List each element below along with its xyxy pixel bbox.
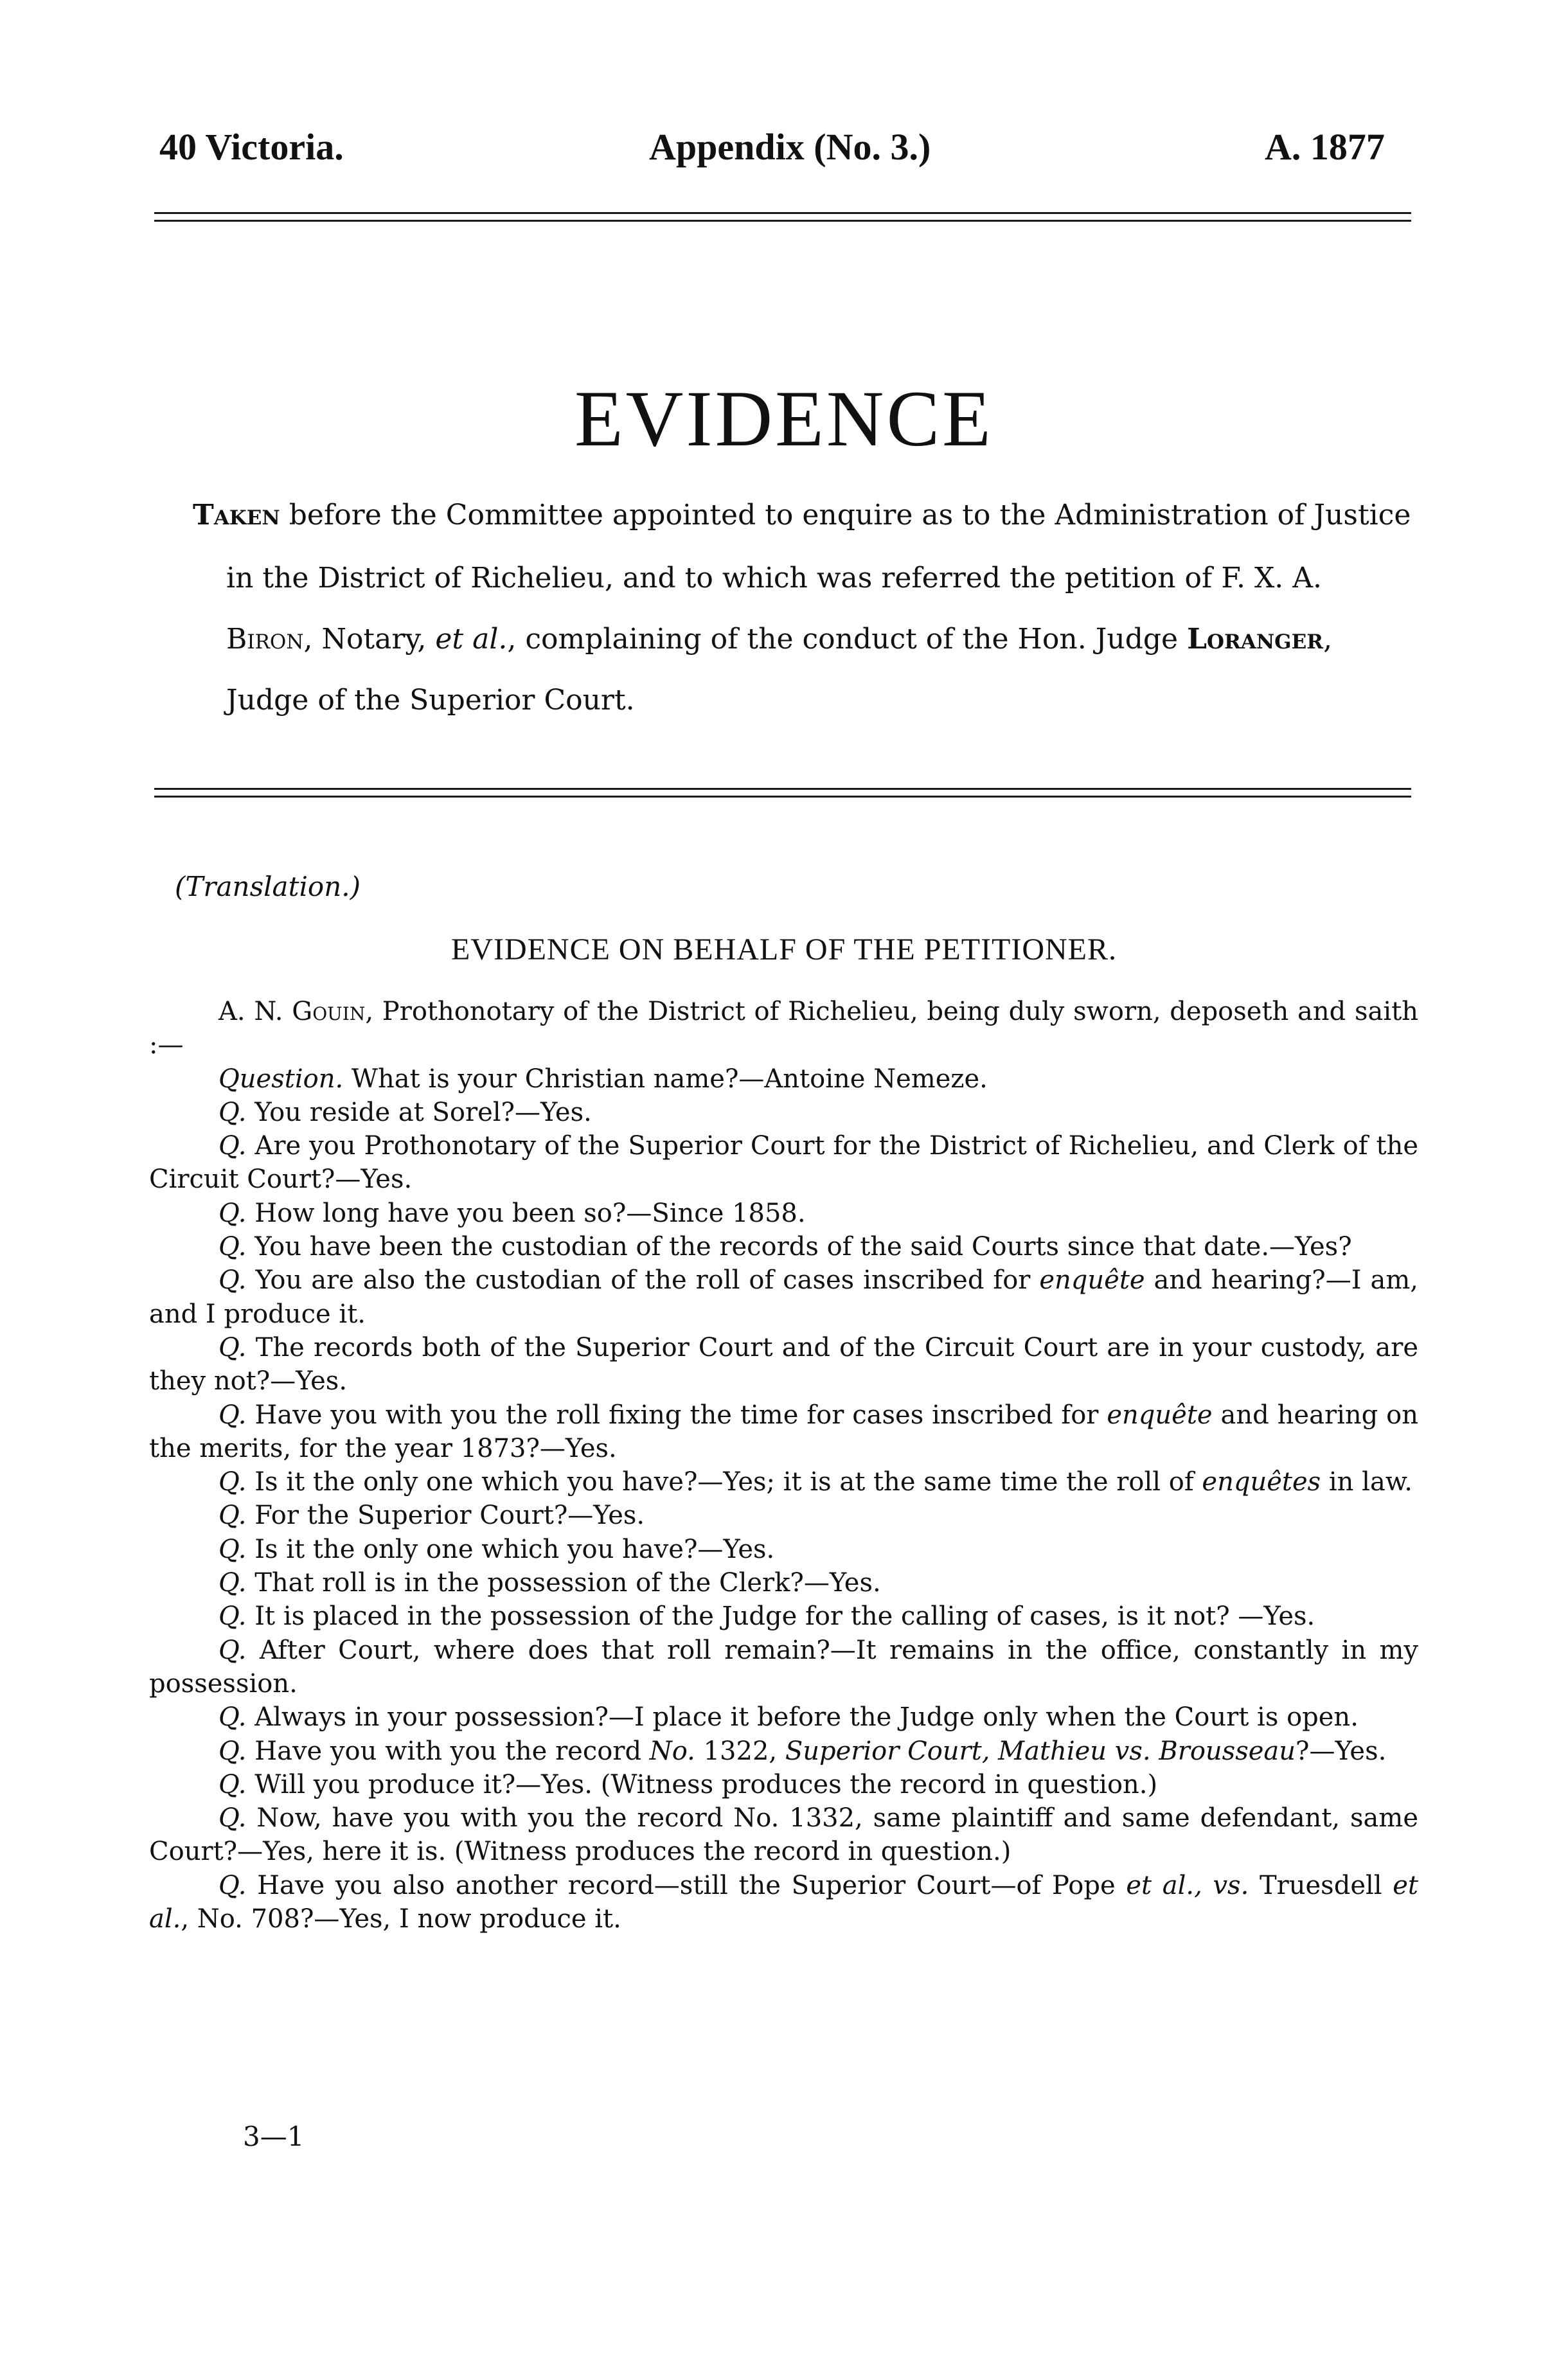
question-label: Q. (218, 1097, 247, 1127)
question-text: Are you Prothonotary of the Superior Court for the District of Richelieu, and Clerk of the Circuit Court?—Yes. (149, 1131, 1418, 1195)
paragraph-question (149, 1735, 1418, 1768)
paragraph-question (149, 1634, 1418, 1701)
oath-text: , Prothonotary of the District of Richelieu, being duly sworn, deposeth and saith :— (149, 997, 1418, 1060)
question-label: Q. (218, 1467, 247, 1497)
question-text: Have you with you the roll fixing the time for cases inscribed for (246, 1400, 1107, 1430)
intro-line-1 (193, 501, 1411, 530)
question-italic: et al. (149, 1870, 1418, 1934)
intro-line-2: in the District of Richelieu, and to which was referred the petition of F. X. A. (226, 562, 1323, 594)
question-text: You reside at Sorel?—Yes. (246, 1097, 592, 1127)
section-rule-bottom (154, 796, 1411, 798)
paragraph-oath (149, 995, 1418, 1062)
question-italic: Superior Court, Mathieu vs. Brousseau (785, 1736, 1296, 1766)
question-label: Q. (218, 1635, 247, 1665)
question-label: Q. (218, 1232, 247, 1262)
question-label: Q. (218, 1131, 247, 1161)
question-text: Have you with you the record (246, 1736, 650, 1766)
question-text: in law. (1321, 1467, 1413, 1497)
question-text: , No. 708?—Yes, I now produce it. (181, 1904, 621, 1934)
question-text: Truesdell (1249, 1870, 1393, 1900)
paragraph-question (149, 1197, 1418, 1230)
intro-et-al: et al. (435, 623, 508, 656)
intro-loranger: Loranger (1187, 623, 1324, 656)
question-italic: enquête (1107, 1400, 1213, 1430)
question-text: Always in your possession?—I place it before the Judge only when the Court is open. (246, 1702, 1359, 1733)
question-text: What is your Christian name?—Antoine Nemeze. (343, 1064, 988, 1094)
question-italic: et al., vs. (1126, 1870, 1249, 1900)
question-label: Q. (218, 1736, 247, 1766)
question-italic: No. (649, 1736, 695, 1766)
header-year: A. 1877 (1265, 126, 1385, 168)
section-rule-top (154, 788, 1411, 790)
question-text: After Court, where does that roll remain?—It remains in the office, constantly in my possession. (149, 1635, 1418, 1699)
question-label: Q. (218, 1702, 247, 1733)
paragraph-question (149, 1062, 1418, 1096)
paragraph-question (149, 1230, 1418, 1263)
question-text: You have been the custodian of the records of the said Courts since that date.—Yes? (246, 1232, 1352, 1262)
question-text: You are also the custodian of the roll of cases inscribed for (246, 1265, 1040, 1296)
question-text: 1322, (695, 1736, 785, 1766)
paragraph-question (149, 1465, 1418, 1499)
question-label: Q. (218, 1400, 247, 1430)
question-label: Q. (218, 1534, 247, 1564)
testimony-body (149, 995, 1418, 1936)
question-text: Is it the only one which you have?—Yes; it is at the same time the roll of (246, 1467, 1202, 1497)
intro-line-3 (226, 625, 1332, 654)
intro-text-1: before the Committee appointed to enquire as to the Administration of Justice (289, 499, 1411, 531)
intro-complaining: , complaining of the conduct of the Hon. Judge (507, 623, 1179, 656)
intro-notary: , Notary, (303, 623, 427, 656)
question-text: Will you produce it?—Yes. (Witness produces the record in question.) (246, 1769, 1158, 1799)
paragraph-question (149, 1331, 1418, 1398)
paragraph-question (149, 1700, 1418, 1734)
paragraph-question (149, 1129, 1418, 1197)
question-text: and hearing?—I am, and I produce it. (149, 1265, 1418, 1329)
question-label: Q. (218, 1870, 247, 1900)
question-italic: enquêtes (1202, 1467, 1321, 1497)
paragraph-question (149, 1801, 1418, 1869)
paragraph-question (149, 1600, 1418, 1633)
paragraph-question (149, 1768, 1418, 1801)
question-text: That roll is in the possession of the Clerk?—Yes. (246, 1568, 881, 1598)
witness-name: Gouin (292, 997, 366, 1026)
question-text: Now, have you with you the record No. 1332, same plaintiff and same defendant, same Court?—Yes, here it is. (Witness produces the record in question.) (149, 1803, 1418, 1867)
question-text: and hearing on the merits, for the year 1873?—Yes. (149, 1400, 1419, 1463)
intro-line-4: Judge of the Superior Court. (226, 684, 635, 717)
page-title: EVIDENCE (575, 375, 993, 463)
paragraph-question (149, 1398, 1418, 1466)
header-rule-bottom (154, 220, 1411, 222)
question-italic: enquête (1039, 1265, 1145, 1296)
question-label: Question. (218, 1064, 344, 1094)
paragraph-question (149, 1869, 1418, 1936)
paragraph-question (149, 1533, 1418, 1566)
paragraph-question (149, 1566, 1418, 1600)
question-text: It is placed in the possession of the Judge for the calling of cases, is it not? —Yes. (246, 1602, 1315, 1632)
question-label: Q. (218, 1602, 247, 1632)
question-label: Q. (218, 1198, 247, 1228)
header-appendix: Appendix (No. 3.) (649, 126, 931, 168)
header-session: 40 Victoria. (159, 126, 344, 168)
question-label: Q. (218, 1265, 247, 1296)
question-text: The records both of the Superior Court and of the Circuit Court are in your custody, are they not?—Yes. (149, 1332, 1418, 1397)
intro-comma: , (1323, 623, 1333, 656)
question-text: Have you also another record—still the Superior Court—of Pope (246, 1870, 1127, 1900)
paragraph-question (149, 1263, 1418, 1331)
translation-note: (Translation.) (175, 871, 361, 902)
question-text: ?—Yes. (1296, 1736, 1387, 1766)
question-label: Q. (218, 1568, 247, 1598)
question-label: Q. (218, 1769, 247, 1799)
header-rule-top (154, 212, 1411, 214)
question-label: Q. (218, 1803, 247, 1834)
paragraph-question (149, 1096, 1418, 1129)
question-text: How long have you been so?—Since 1858. (246, 1198, 806, 1228)
question-text: Is it the only one which you have?—Yes. (246, 1534, 775, 1564)
paragraph-question (149, 1499, 1418, 1532)
question-label: Q. (218, 1332, 247, 1362)
question-label: Q. (218, 1501, 247, 1531)
witness-initials: A. N. (218, 997, 283, 1026)
intro-taken: Taken (193, 499, 280, 531)
page-signature: 3—1 (243, 2121, 305, 2152)
question-text: For the Superior Court?—Yes. (246, 1501, 645, 1531)
section-heading: EVIDENCE ON BEHALF OF THE PETITIONER. (450, 933, 1118, 967)
intro-biron: Biron (226, 623, 304, 656)
